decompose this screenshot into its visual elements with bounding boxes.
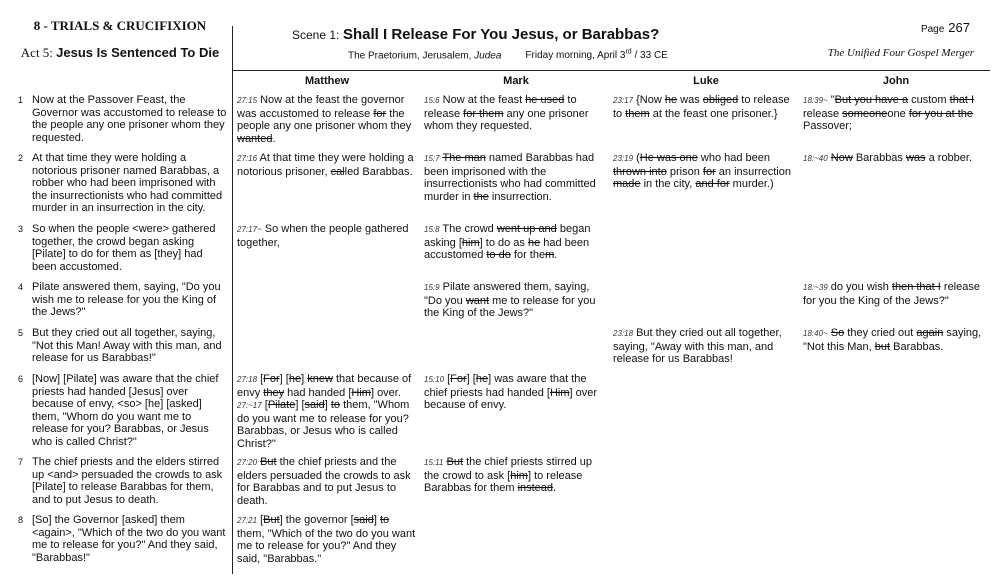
act-title: Jesus Is Sentenced To Die [56,45,220,60]
location: The Praetorium, Jerusalem, [348,50,472,62]
scene-header [236,26,796,61]
region: Judea [474,50,502,62]
merger-title: The Unified Four Gospel Merger [827,47,974,59]
luke-text: 23:18 But they cried out all together, saying, "Away with this man, and release for us Barabbas! [613,327,782,365]
page-number: Page 267 [920,20,970,35]
luke-text: 23:19 (He was one who had been thrown into prison for an insurrection made in the city, and for murder.) [613,152,791,190]
scene-date: Friday morning, April 3rd / 33 CE [525,49,668,62]
mark-text: 15:8 The crowd went up and began asking [him] to do as he had been accustomed to do for them. [424,223,591,261]
verse-ref: 27:15 [237,96,258,105]
col-matthew: Matthew [305,75,349,87]
merged-text: [Now] [Pilate] was aware that the chief priests had handed [Jesus] over because of envy, <so> [he] [asked] them, "Whom do you want me to release for you? Barabbas, or Jesus who is called Christ?" [32,373,219,448]
act-prefix: Act 5: [20,45,53,60]
column-divider [232,26,233,574]
header-rule [232,70,990,71]
verse-ref: 15:9 [424,283,440,292]
john-text: 18:~40 Now Barabbas was a robber. [803,152,973,164]
verse-ref: 15:7 [424,154,440,163]
verse-ref: 27:~17 [237,401,262,410]
scene-title: Shall I Release For You Jesus, or Barabbas? [343,26,660,43]
scene-prefix: Scene 1: [292,28,340,42]
luke-text: 23:17 {Now he was obliged to release to them at the feast one prisoner.} [613,94,790,120]
verse-ref: 27:17~ [237,225,262,234]
merged-text: Pilate answered them, saying, "Do you wish me to release for you the King of the Jews?" [32,281,221,318]
section-title: 8 - TRIALS & CRUCIFIXION [33,18,207,33]
header-left [8,6,232,61]
merged-text: At that time they were holding a notorious prisoner named Barabbas, a robber who had been imprisoned with the insurrectionists who had committed murder in an insurrection in the city. [32,152,223,214]
matthew-text: 27:17~ So when the people gathered together, [237,223,409,249]
verse-ref: 23:17 [613,96,634,105]
verse-ref: 15:8 [424,225,440,234]
verse-ref: 23:18 [613,329,634,338]
matthew-text: 27:20 But the chief priests and the elders persuaded the crowds to ask for Barabbas and to put Jesus to death. [237,456,411,507]
row-number: 4 [18,282,24,292]
mark-text: 15:9 Pilate answered them, saying, "Do you want me to release for you the King of the Jews?" [424,281,596,319]
act-heading [8,45,232,61]
verse-ref: 18:~39 [803,283,828,292]
verse-ref: 18:~40 [803,154,828,163]
verse-ref: 27:21 [237,516,258,525]
col-john: John [882,75,910,87]
verse-ref: 23:19 [613,154,634,163]
matthew-text: 27:18 [For] [he] knew that because of envy they had handed [Him] over. 27:~17 [Pilate] [said] to them, "Whom do you want me to release for you? Barabbas, or Jesus who is called Christ?" [237,373,412,450]
row-number: 3 [18,224,24,234]
john-text: 18:39~ "But you have a custom that I release someoneone for you at the Passover; [803,94,975,132]
header-right [800,20,990,59]
merged-text: Now at the Passover Feast, the Governor was accustomed to release to the people any one prisoner whom they requested. [32,94,227,144]
row-number: 5 [18,328,24,338]
col-luke: Luke [693,75,719,87]
verse-ref: 18:40~ [803,329,828,338]
matthew-text: 27:16 At that time they were holding a notorious prisoner, called Barabbas. [237,152,414,178]
column-headers [0,75,1008,89]
merged-text: [So] the Governor [asked] them <again>, "Which of the two do you want me to release for you?" And they said, "Barabbas!" [32,514,226,564]
col-mark: Mark [503,75,529,87]
merged-text: So when the people <were> gathered together, the crowd began asking [Pilate] to do for them as [they] had been accustomed. [32,223,216,273]
mark-text: 15:11 But the chief priests stirred up the crowd to ask [him] to release Barabbas for them instead. [424,456,593,494]
matthew-text: 27:21 [But] the governor [said] to them, "Which of the two do you want me to release for you?" And they said, "Barabbas." [237,514,416,565]
scene-location [348,49,796,61]
verse-ref: 15:10 [424,375,445,384]
mark-text: 15:7 The man named Barabbas had been imprisoned with the insurrectionists who had committed murder in the insurrection. [424,152,596,203]
verse-ref: 15:11 [424,458,444,467]
matthew-text: 27:15 Now at the feast the governor was accustomed to release for the people any one prisoner whom they wanted. [237,94,412,145]
verse-ref: 27:16 [237,154,258,163]
merged-text: The chief priests and the elders stirred up <and> persuaded the crowds to ask [Pilate] to release Barabbas for them, and to put Jesus to death. [32,456,223,506]
merged-text: But they cried out all together, saying, "Not this Man! Away with this man, and release for us Barabbas!" [32,327,222,364]
row-number: 8 [18,515,24,525]
john-text: 18:40~ So they cried out again saying, "Not this Man, but Barabbas. [803,327,982,353]
verse-ref: 15:6 [424,96,440,105]
mark-text: 15:10 [For] [he] was aware that the chief priests had handed [Him] over because of envy. [424,373,598,411]
row-number: 7 [18,457,24,467]
row-number: 1 [18,95,24,105]
verse-ref: 27:20 [237,458,258,467]
row-number: 6 [18,374,24,384]
verse-ref: 18:39~ [803,96,828,105]
mark-text: 15:6 Now at the feast he used to release for them any one prisoner whom they requested. [424,94,589,132]
row-number: 2 [18,153,24,163]
john-text: 18:~39 do you wish then that I release for you the King of the Jews?" [803,281,980,307]
verse-ref: 27:18 [237,375,258,384]
scene-heading [292,26,796,43]
